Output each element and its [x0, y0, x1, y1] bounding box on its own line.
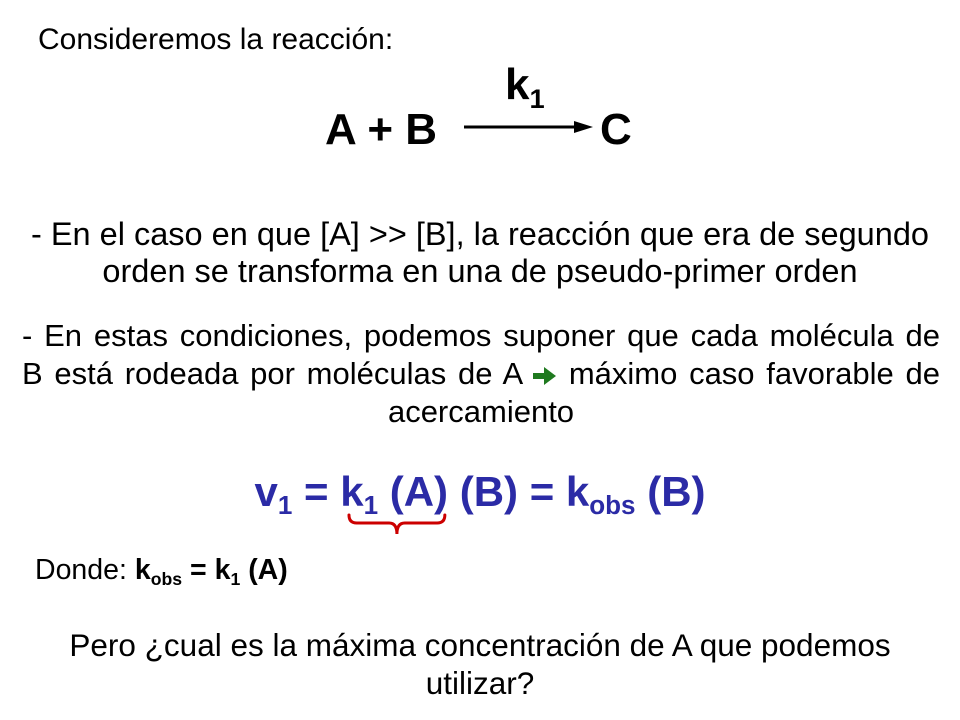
rate-equation — [0, 467, 960, 522]
rate-constant-subscript: 1 — [529, 82, 545, 114]
rate-constant-label — [505, 60, 545, 115]
equation-conc-b-2: (B) — [647, 468, 706, 515]
kobs-definition — [35, 553, 288, 590]
point2-line2-end: máximo caso favorable de — [568, 356, 940, 391]
intro-text: Consideremos la reacción: — [38, 23, 394, 56]
point2-line1: - En estas condiciones, podemos suponer que cada molécula de — [22, 318, 940, 353]
question-line1: Pero ¿cual es la máxima concentración de A que podemos — [69, 627, 891, 663]
equation-equals: = — [304, 468, 329, 515]
definition-k1-subscript: 1 — [230, 568, 241, 589]
point2-line3: acercamiento — [387, 394, 575, 429]
point1-line1: - En el caso en que [A] >> [B], la reacción que era de segundo — [31, 216, 929, 252]
underbrace — [348, 513, 446, 537]
definition-kobs-symbol: k — [134, 554, 151, 586]
equation-conc-a: (A) — [389, 468, 449, 515]
point1-line2: orden se transforma en una de pseudo-primer orden — [102, 253, 858, 289]
definition-conc-a: (A) — [248, 554, 288, 586]
equation-equals-2: = — [529, 468, 555, 515]
equation-kobs-subscript: obs — [589, 490, 636, 521]
reactants: A + B — [325, 105, 438, 154]
pseudo-constant-group — [340, 467, 448, 522]
point2-line2-start: B está rodeada por moléculas de A — [22, 356, 522, 391]
question-line2: utilizar? — [425, 665, 535, 701]
reaction-arrow-icon — [462, 119, 594, 135]
definition-label: Donde: — [35, 554, 127, 586]
product: C — [600, 105, 632, 154]
equation-k1-symbol: k — [340, 468, 364, 515]
arrow-right-icon — [533, 366, 557, 386]
equation-k1-subscript: 1 — [363, 490, 379, 521]
equation-rate-symbol: v — [254, 468, 278, 515]
point2-line2 — [22, 355, 940, 393]
definition-formula — [134, 554, 288, 589]
definition-equals: = — [190, 554, 207, 586]
equation-kobs-symbol: k — [565, 468, 590, 515]
equation-rate-subscript: 1 — [277, 490, 293, 521]
question — [20, 626, 940, 702]
point-conditions — [22, 317, 940, 431]
rate-constant-symbol: k — [505, 60, 530, 109]
equation-conc-b: (B) — [459, 468, 519, 515]
point-pseudo-first-order — [20, 216, 940, 290]
definition-kobs-subscript: obs — [150, 568, 183, 589]
definition-k1-symbol: k — [214, 554, 231, 586]
